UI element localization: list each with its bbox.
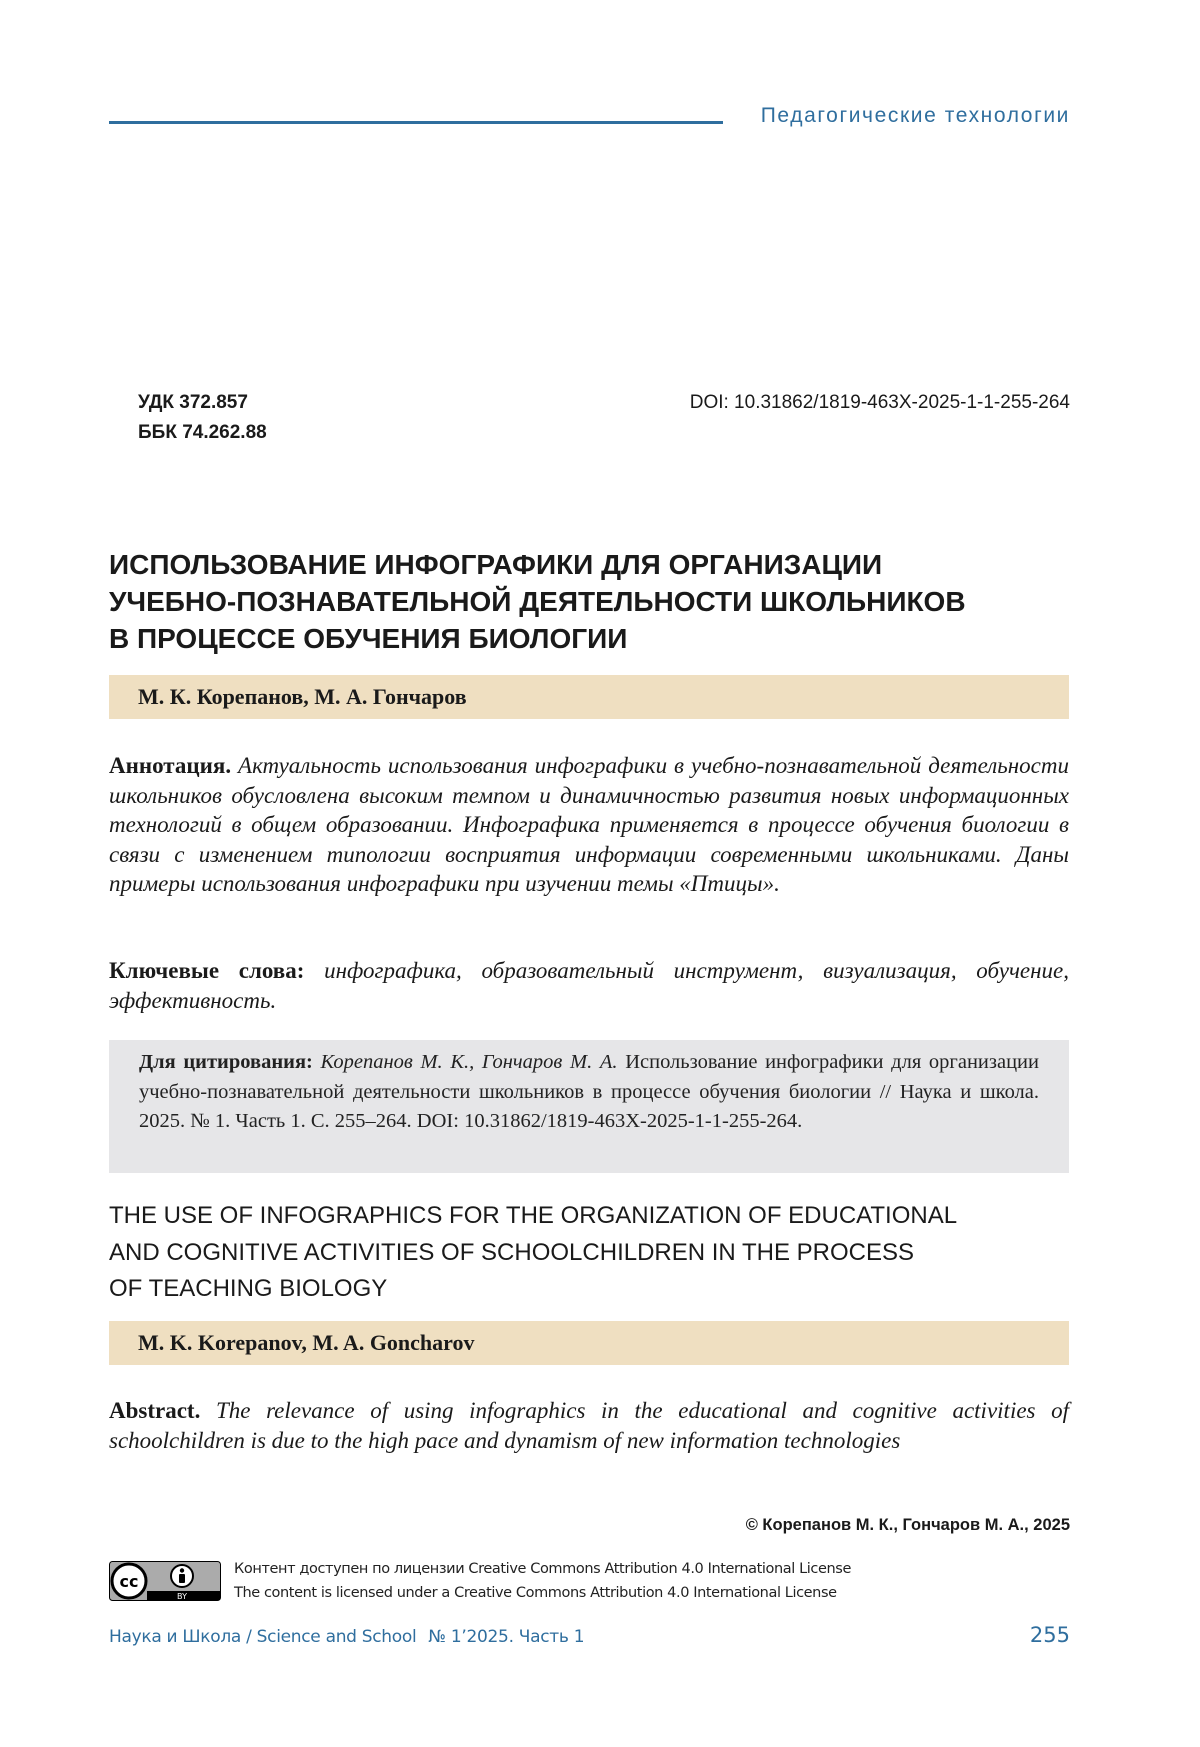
header-rule [109,121,723,124]
citation-text [139,1048,1039,1137]
abstract-text: The relevance of using infographics in the educational and cognitive activities of schoolchildren is due to the high pace and dynamism of new information technologies [109,1398,1069,1453]
keywords-ru [109,956,1069,1015]
license-text [234,1557,851,1605]
abstract-en [109,1396,1069,1455]
keywords-text: инфографика, образовательный инструмент, визуализация, обучение, эффективность. [109,958,1070,1013]
article-title-ru [109,546,1069,657]
authors-bar-en [109,1321,1069,1365]
title-en-line: THE USE OF INFOGRAPHICS FOR THE ORGANIZATION OF EDUCATIONAL [109,1202,958,1229]
page-number: 255 [1029,1623,1070,1647]
license-ru: Контент доступен по лицензии Creative Commons Attribution 4.0 International License [234,1561,851,1577]
bbk-code: ББК 74.262.88 [138,422,267,443]
title-ru-line: В ПРОЦЕССЕ ОБУЧЕНИЯ БИОЛОГИИ [109,623,628,654]
license-en: The content is licensed under a Creative Commons Attribution 4.0 International License [234,1585,837,1601]
article-title-en [109,1198,1069,1308]
annotation-ru [109,751,1069,899]
title-en-line: OF TEACHING BIOLOGY [109,1275,388,1302]
keywords-label: Ключевые слова: [109,958,305,983]
authors-ru: М. К. Корепанов, М. А. Гончаров [138,684,467,709]
cc-badge-label: cc [119,1572,139,1591]
doi: DOI: 10.31862/1819-463X-2025-1-1-255-264 [689,392,1070,413]
annotation-text: Актуальность использования инфографики в учебно-познавательной деятельности школьников обусловлена высоким темпом и динамичностью развития новых информационных технологий в общем образовании. Инфографика применяется в процессе обучения биологии в связи с изменением типологии восприятия информации современными школьниками. Даны примеры использования инфографики при изучении темы «Птицы». [109,753,1070,896]
authors-bar-ru [109,675,1069,719]
citation-body: Использование инфографики для организации учебно-познавательной деятельности школьников в процессе обучения биологии // Наука и школа. 2025. № 1. Часть 1. С. 255–264. DOI: 10.31862/1819-463X-2025-1-1-255-264. [139,1051,1039,1132]
citation-box [109,1040,1069,1173]
udk-code: УДК 372.857 [138,392,248,413]
annotation-label: Аннотация. [109,753,232,778]
journal-section-title: Педагогические технологии [760,104,1070,127]
authors-en: M. K. Korepanov, M. A. Goncharov [138,1330,475,1355]
journal-name: Наука и Школа / Science and School [109,1627,417,1647]
title-ru-line: ИСПОЛЬЗОВАНИЕ ИНФОГРАФИКИ ДЛЯ ОРГАНИЗАЦИИ [109,549,883,580]
by-badge-label: BY [177,1592,187,1601]
journal-footer [109,1627,584,1647]
journal-issue: № 1’2025. Часть 1 [428,1627,585,1647]
citation-authors: Корепанов М. К., Гончаров М. А. [320,1051,618,1073]
title-en-line: AND COGNITIVE ACTIVITIES OF SCHOOLCHILDREN IN THE PROCESS [109,1238,915,1266]
title-ru-line: УЧЕБНО-ПОЗНАВАТЕЛЬНОЙ ДЕЯТЕЛЬНОСТИ ШКОЛЬНИКОВ [109,586,966,617]
citation-label: Для цитирования: [139,1051,313,1073]
copyright: © Корепанов М. К., Гончаров М. А., 2025 [745,1516,1070,1534]
abstract-label: Abstract. [109,1398,201,1423]
cc-by-license-icon [109,1561,221,1601]
